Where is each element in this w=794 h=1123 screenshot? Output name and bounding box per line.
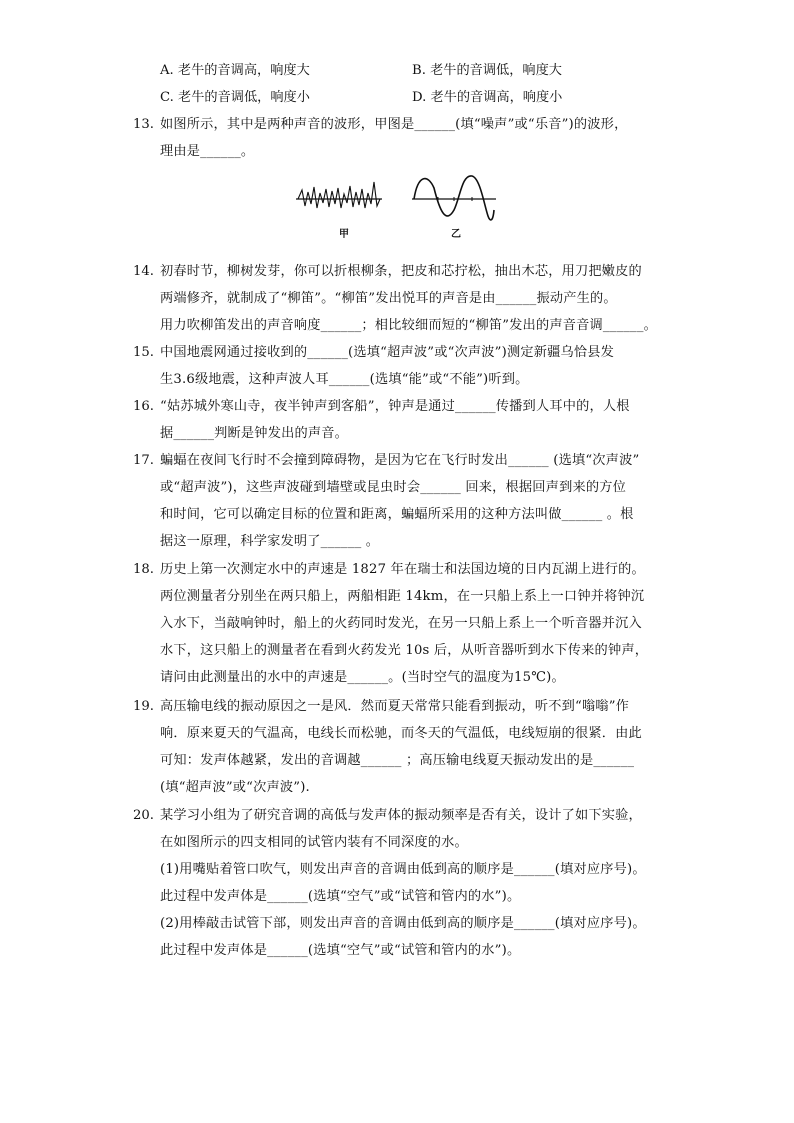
noise-waveform xyxy=(298,182,380,208)
figure-label-jia: 甲 xyxy=(339,229,349,240)
question-text: (填“超声波”或“次声波”). xyxy=(160,780,310,795)
question-text: 据______判断是钟发出的声音。 xyxy=(160,426,349,441)
question-text: 生3.6级地震，这种声波人耳______(选填“能”或“不能”)听到。 xyxy=(160,372,529,387)
waveform-figure xyxy=(290,170,500,240)
question-text: 入水下，当敲响钟时，船上的火药同时发光，在另一只船上系上一个听音器并沉入 xyxy=(160,616,642,631)
question-text: 在如图所示的四支相同的试管内装有不同深度的水。 xyxy=(160,835,468,850)
question-number: 17. xyxy=(133,453,154,468)
question-text: 此过程中发声体是______(选填“空气”或“试管和管内的水”)。 xyxy=(160,889,521,904)
option-d: D. 老牛的音调高，响度小 xyxy=(412,90,563,105)
question-text: 理由是______。 xyxy=(160,144,255,159)
question-text: 水下，这只船上的测量者在看到火药发光 10s 后，从听音器听到水下传来的钟声， xyxy=(160,643,649,658)
question-text: 初春时节，柳树发芽，你可以折根柳条，把皮和芯拧松，抽出木芯，用刀把嫩皮的 xyxy=(160,264,642,279)
question-number: 13. xyxy=(133,117,154,132)
figure-label-yi: 乙 xyxy=(451,229,461,240)
question-number: 16. xyxy=(133,399,154,414)
question-text: 用力吹柳笛发出的声音响度______；相比较细而短的“柳笛”发出的声音音调______。 xyxy=(160,318,658,333)
question-number: 20. xyxy=(133,808,154,823)
question-text: 或“超声波”)，这些声波碰到墙壁或昆虫时会______ 回来，根据回声到来的方位 xyxy=(160,480,627,495)
question-text: 可知：发声体越紧，发出的音调越______ ；高压输电线夏天振动发出的是______ xyxy=(160,753,635,768)
option-b: B. 老牛的音调低，响度大 xyxy=(412,63,562,78)
question-text: 响．原来夏天的气温高，电线长而松驰，而冬天的气温低，电线短崩的很紧．由此 xyxy=(160,726,642,741)
question-text: 如图所示，其中是两种声音的波形，甲图是______(填“噪声”或“乐音”)的波形， xyxy=(160,117,628,132)
option-c: C. 老牛的音调低，响度小 xyxy=(160,90,310,105)
question-text: 中国地震网通过接收到的______(选填“超声波”或“次声波”)测定新疆乌恰县发 xyxy=(160,345,615,360)
question-text: (1)用嘴贴着管口吹气，则发出声音的音调由低到高的顺序是______(填对应序号)。 xyxy=(160,862,646,877)
option-a: A. 老牛的音调高，响度大 xyxy=(160,63,310,78)
question-text: 高压输电线的振动原因之一是风．然而夏天常常只能看到振动，听不到“嗡嗡”作 xyxy=(160,699,630,714)
question-text: 两端修齐，就制成了“柳笛”。“柳笛”发出悦耳的声音是由______振动产生的。 xyxy=(160,291,617,306)
question-text: 两位测量者分别坐在两只船上，两船相距 14km，在一只船上系上一口钟并将钟沉 xyxy=(160,589,645,604)
question-number: 19. xyxy=(133,699,154,714)
question-number: 15. xyxy=(133,345,154,360)
question-text: 蝙蝠在夜间飞行时不会撞到障碍物，是因为它在飞行时发出______ (选填“次声波” xyxy=(160,453,640,468)
question-text: 和时间，它可以确定目标的位置和距离，蝙蝠所采用的这种方法叫做______ 。根 xyxy=(160,507,634,522)
question-text: 历史上第一次测定水中的声速是 1827 年在瑞士和法国边境的日内瓦湖上进行的。 xyxy=(160,562,645,577)
question-number: 14. xyxy=(133,264,154,279)
question-text: 据这一原理，科学家发明了______ 。 xyxy=(160,534,380,549)
question-text: (2)用棒敲击试管下部，则发出声音的音调由低到高的顺序是______(填对应序号)。 xyxy=(160,916,646,931)
question-number: 18. xyxy=(133,562,154,577)
question-text: “姑苏城外寒山寺，夜半钟声到客船”，钟声是通过______传播到人耳中的，人根 xyxy=(160,399,630,414)
question-text: 此过程中发声体是______(选填“空气”或“试管和管内的水”)。 xyxy=(160,943,521,958)
question-text: 某学习小组为了研究音调的高低与发声体的振动频率是否有关，设计了如下实验， xyxy=(160,808,642,823)
question-text: 请问由此测量出的水中的声速是______。(当时空气的温度为15℃)。 xyxy=(160,670,565,685)
